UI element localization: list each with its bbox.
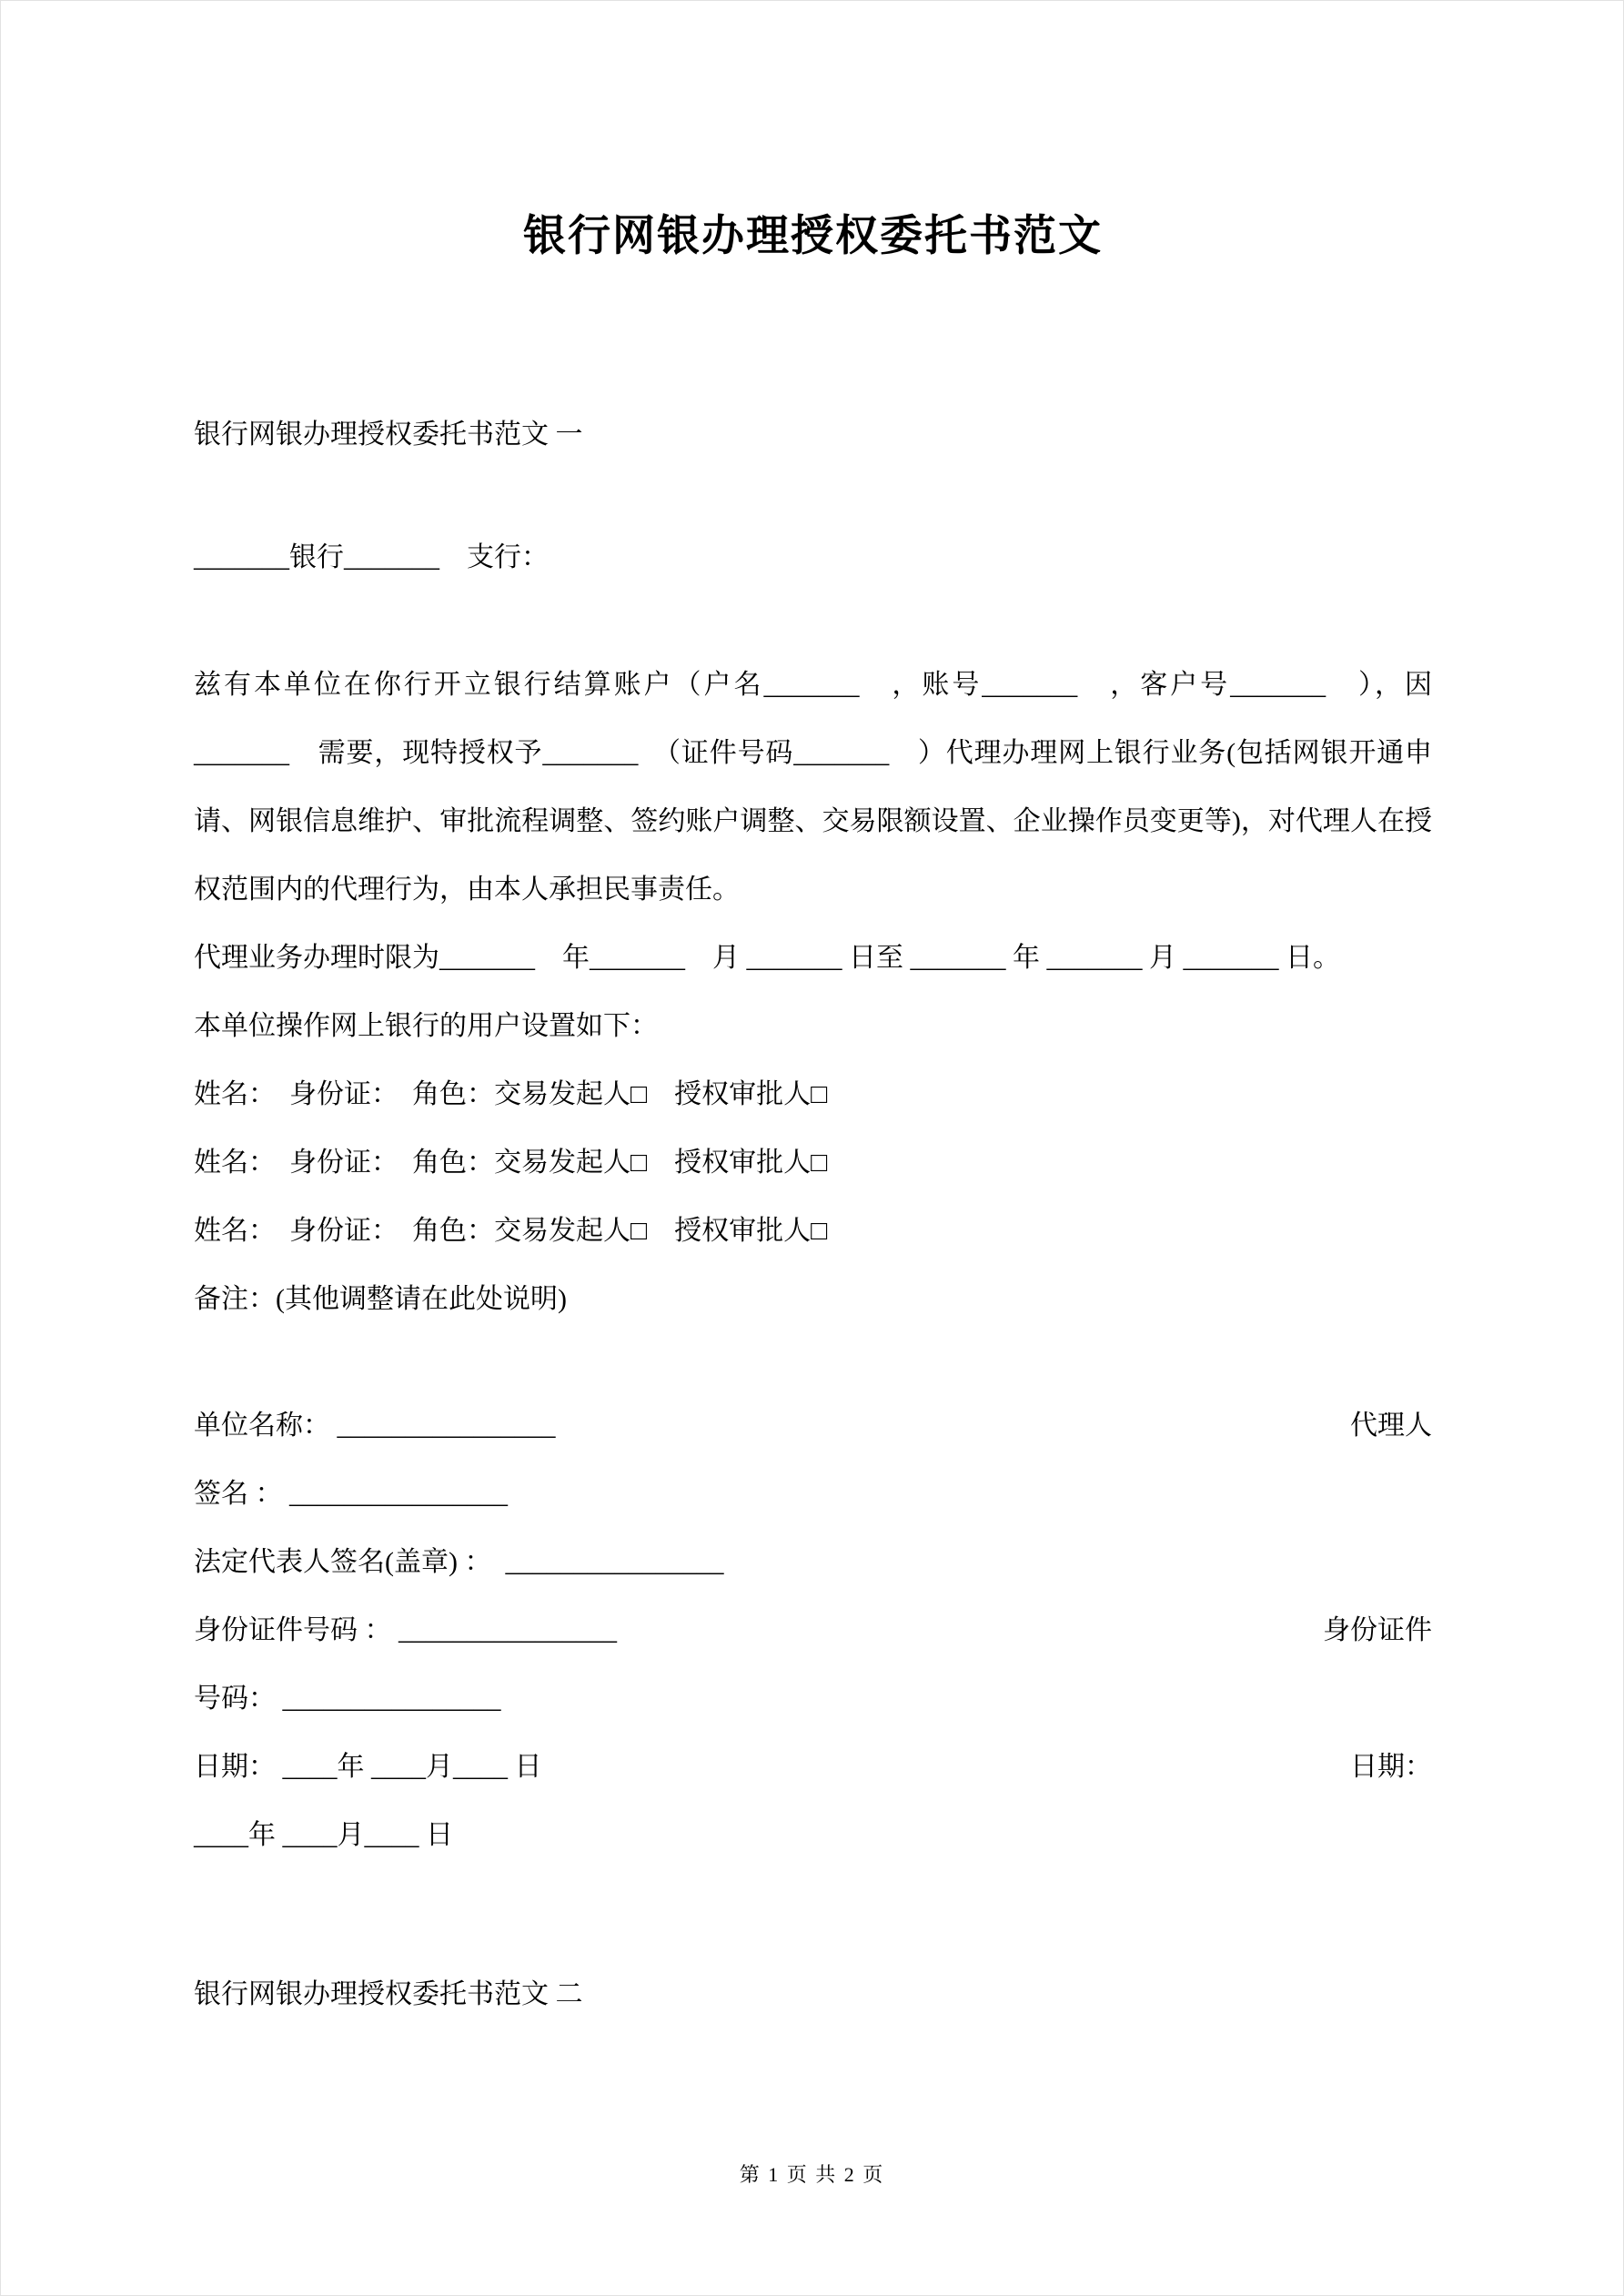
section-one-heading: 银行网银办理授权委托书范文 一 bbox=[194, 419, 583, 450]
signature-row bbox=[194, 1596, 1432, 1664]
signature-row bbox=[194, 1733, 1432, 1801]
signature-row bbox=[194, 1528, 1432, 1596]
agency-period-paragraph: 代理业务办理时限为_______ 年_______ 月 _______ 日至 _______ 年 _______ 月 _______ 日。 bbox=[194, 942, 1340, 973]
id-number-line: 身份证件号码 ： ________________ bbox=[194, 1614, 617, 1645]
company-name-line: 单位名称： ________________ bbox=[194, 1410, 556, 1441]
signature-line: 签名 ： ________________ bbox=[194, 1478, 508, 1509]
id-number-label: 身份证件 bbox=[1323, 1614, 1432, 1645]
signature-row bbox=[194, 1391, 1432, 1460]
remark-line: 备注：(其他调整请在此处说明) bbox=[194, 1283, 567, 1314]
spacer bbox=[194, 592, 1432, 651]
bank-branch-line: _______银行_______ 支行： bbox=[194, 541, 549, 572]
signature-row bbox=[194, 1801, 1432, 1869]
authorization-paragraph: 兹有本单位在你行开立银行结算账户（户名_______ ，账号_______ ，客户号_______ ），因_______ 需要，现特授权予_______ （证件号码_______ ）代理办理网上银行业务(包括网银开通申请、网银信息维护、审批流程调整、签约账户调整、交易限额设置、企业操作员变更等)，对代理人在授权范围内的代理行为，由本人承担民事责任。 bbox=[194, 669, 1432, 905]
date-line: 日期： ____年 ____月____ 日 bbox=[194, 1751, 542, 1782]
agent-label: 代理人 bbox=[1350, 1410, 1432, 1441]
id-number-continued-line: 号码： ________________ bbox=[194, 1683, 501, 1714]
signature-row bbox=[194, 1664, 1432, 1733]
section-two-heading: 银行网银办理授权委托书范文 二 bbox=[194, 1978, 583, 2009]
user-setup-heading: 本单位操作网上银行的用户设置如下： bbox=[194, 1010, 658, 1041]
user-role-row: 姓名： 身份证： 角色：交易发起人□ 授权审批人□ bbox=[194, 1215, 828, 1246]
signature-block bbox=[194, 1391, 1432, 1869]
user-role-row: 姓名： 身份证： 角色：交易发起人□ 授权审批人□ bbox=[194, 1078, 828, 1109]
date-label: 日期： bbox=[1350, 1751, 1432, 1782]
legal-rep-signature-line: 法定代表人签名(盖章) ： ________________ bbox=[194, 1546, 724, 1577]
signature-row bbox=[194, 1460, 1432, 1528]
user-role-row: 姓名： 身份证： 角色：交易发起人□ 授权审批人□ bbox=[194, 1147, 828, 1178]
document-title: 银行网银办理授权委托书范文 bbox=[523, 213, 1103, 260]
date-continued-line: ____年 ____月____ 日 bbox=[194, 1819, 453, 1850]
page-footer: 第 1 页 共 2 页 bbox=[739, 2163, 885, 2186]
spacer bbox=[194, 469, 1432, 523]
